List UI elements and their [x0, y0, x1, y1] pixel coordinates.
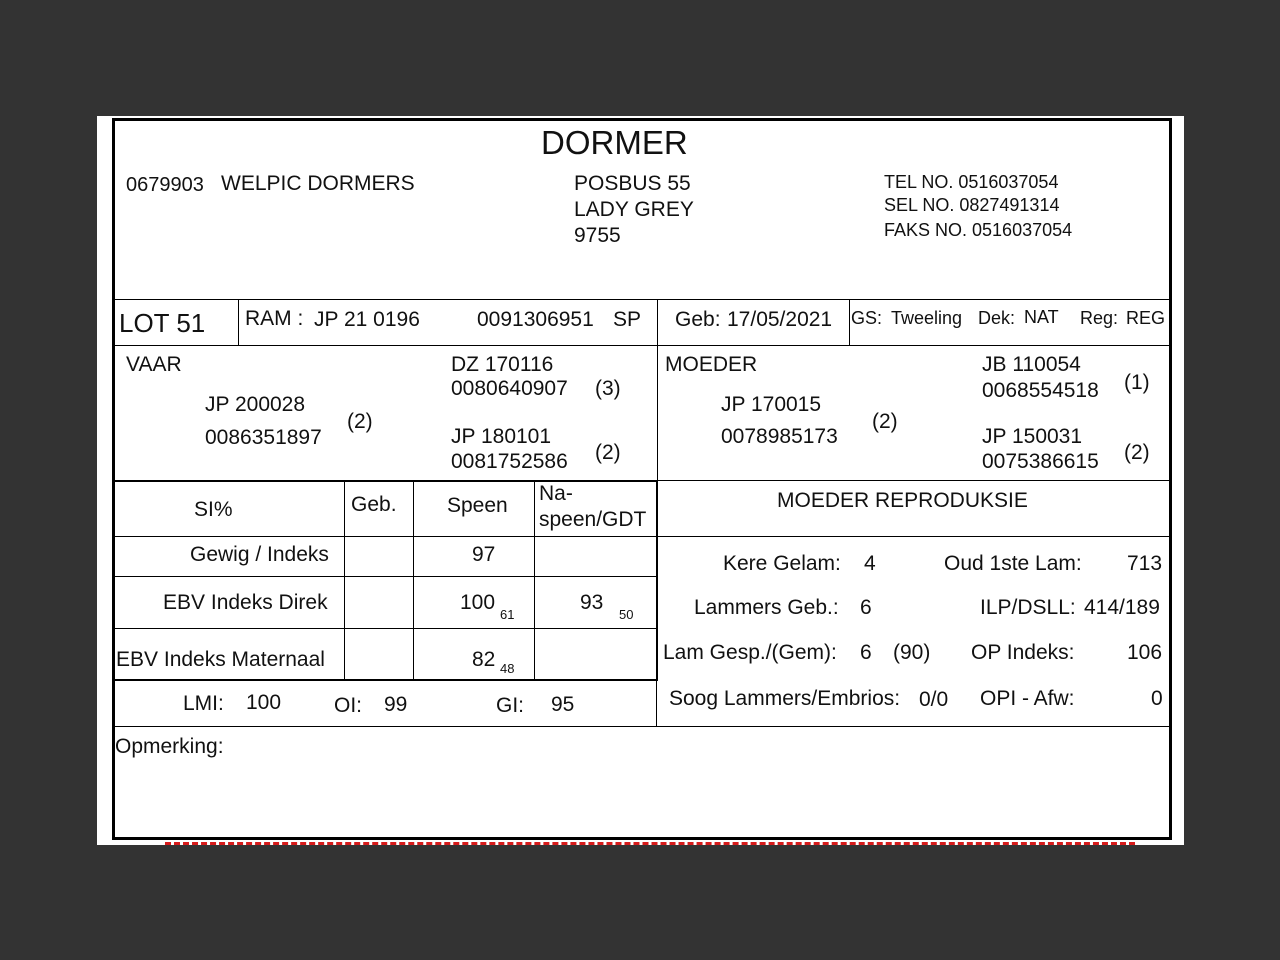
clipped-footer-text	[165, 842, 1135, 846]
divider	[113, 480, 658, 482]
naspeen-header-line-1: Na-	[539, 482, 573, 505]
naspeen-value-direk: 93	[580, 591, 604, 614]
sel-number: SEL NO. 0827491314	[884, 195, 1060, 215]
divider	[113, 345, 1171, 346]
divider	[657, 345, 658, 480]
lmi-value: 100	[246, 691, 282, 714]
sire-label: VAAR	[126, 353, 182, 376]
gs-value: Tweeling	[891, 308, 963, 328]
row-label-gewig: Gewig / Indeks	[190, 543, 329, 566]
row-label-ebv-direk: EBV Indeks Direk	[163, 591, 328, 614]
speen-accuracy-direk: 61	[500, 607, 515, 622]
breed-title: DORMER	[541, 124, 688, 161]
address-line-3: 9755	[574, 224, 621, 247]
divider	[534, 480, 535, 680]
ram-number: 0091306951	[477, 308, 594, 331]
divider	[344, 480, 345, 680]
divider	[413, 480, 414, 680]
sire-id: JP 200028	[205, 393, 306, 416]
speen-value-gewig: 97	[472, 543, 496, 566]
divider	[113, 536, 657, 537]
geb-header: Geb.	[351, 493, 397, 516]
maternal-granddam-rank: (2)	[1124, 441, 1150, 464]
lot-number: LOT 51	[119, 308, 206, 338]
birth-date: 17/05/2021	[727, 308, 833, 331]
maternal-grandsire-rank: (1)	[1124, 371, 1150, 394]
sire-number: 0086351897	[205, 426, 322, 449]
gi-value: 95	[551, 693, 575, 716]
naspeen-header-line-2: speen/GDT	[539, 508, 647, 531]
paternal-granddam-rank: (2)	[595, 441, 621, 464]
divider	[113, 679, 658, 681]
ram-id: JP 21 0196	[314, 308, 420, 331]
paternal-grandsire-id: DZ 170116	[451, 353, 554, 376]
oud-label: Oud 1ste Lam:	[944, 552, 1082, 575]
si-header: SI%	[194, 498, 233, 521]
dam-id: JP 170015	[721, 393, 822, 416]
dam-rank: (2)	[872, 410, 898, 433]
speen-header: Speen	[447, 494, 508, 517]
lammers-geb-label: Lammers Geb.:	[694, 596, 839, 619]
opi-label: OPI - Afw:	[980, 687, 1075, 710]
dam-number: 0078985173	[721, 425, 838, 448]
divider	[238, 299, 239, 345]
ilp-label: ILP/DSLL:	[980, 596, 1076, 619]
paternal-granddam-id: JP 180101	[451, 425, 552, 448]
op-indeks-value: 106	[1127, 641, 1163, 664]
reg-label: Reg:	[1080, 308, 1119, 328]
paternal-grandsire-number: 0080640907	[451, 377, 568, 400]
oi-label: OI:	[334, 694, 363, 717]
sire-rank: (2)	[347, 410, 373, 433]
maternal-grandsire-number: 0068554518	[982, 379, 1099, 402]
dam-label: MOEDER	[665, 353, 758, 376]
breeder-name: WELPIC DORMERS	[221, 172, 415, 195]
speen-value-direk: 100	[460, 591, 496, 614]
divider	[658, 536, 1171, 537]
soog-value: 0/0	[919, 688, 949, 711]
lmi-label: LMI:	[183, 692, 224, 715]
ram-label: RAM :	[245, 307, 304, 330]
kere-gelam-label: Kere Gelam:	[723, 552, 841, 575]
paternal-grandsire-rank: (3)	[595, 377, 621, 400]
ram-suffix: SP	[613, 308, 642, 331]
address-line-2: LADY GREY	[574, 198, 694, 221]
oud-value: 713	[1127, 552, 1163, 575]
breeder-code: 0679903	[126, 174, 204, 196]
speen-value-maternaal: 82	[472, 648, 496, 671]
gi-label: GI:	[496, 694, 525, 717]
dek-value: NAT	[1024, 307, 1059, 327]
gs-label: GS:	[851, 308, 883, 328]
op-indeks-label: OP Indeks:	[971, 641, 1075, 664]
row-label-ebv-maternaal: EBV Indeks Maternaal	[116, 648, 325, 671]
maternal-granddam-id: JP 150031	[982, 425, 1083, 448]
faks-number: FAKS NO. 0516037054	[884, 220, 1073, 240]
maternal-grandsire-id: JB 110054	[982, 353, 1081, 376]
divider	[113, 726, 1171, 727]
tel-number: TEL NO. 0516037054	[884, 172, 1059, 192]
dek-label: Dek:	[978, 308, 1016, 328]
remarks-label: Opmerking:	[115, 735, 224, 758]
divider	[113, 628, 657, 629]
paternal-granddam-number: 0081752586	[451, 450, 568, 473]
divider	[113, 576, 657, 577]
divider	[658, 480, 1171, 481]
speen-accuracy-maternaal: 48	[500, 661, 515, 676]
maternal-granddam-number: 0075386615	[982, 450, 1099, 473]
birth-label: Geb:	[675, 308, 721, 331]
reproduction-title: MOEDER REPRODUKSIE	[777, 489, 1028, 512]
oi-value: 99	[384, 693, 408, 716]
address-line-1: POSBUS 55	[574, 172, 691, 195]
divider	[657, 299, 658, 345]
lam-gesp-label: Lam Gesp./(Gem):	[663, 641, 837, 664]
lam-gesp-average: (90)	[893, 641, 931, 664]
lam-gesp-value: 6	[860, 641, 872, 664]
reg-value: REG	[1126, 308, 1166, 328]
opi-value: 0	[1151, 687, 1163, 710]
divider	[849, 299, 850, 345]
kere-gelam-value: 4	[864, 552, 876, 575]
soog-label: Soog Lammers/Embrios:	[669, 687, 901, 710]
naspeen-accuracy-direk: 50	[619, 607, 634, 622]
divider	[113, 299, 1171, 300]
divider	[656, 680, 657, 726]
lammers-geb-value: 6	[860, 596, 872, 619]
divider	[656, 480, 658, 680]
ilp-value: 414/189	[1084, 596, 1160, 619]
